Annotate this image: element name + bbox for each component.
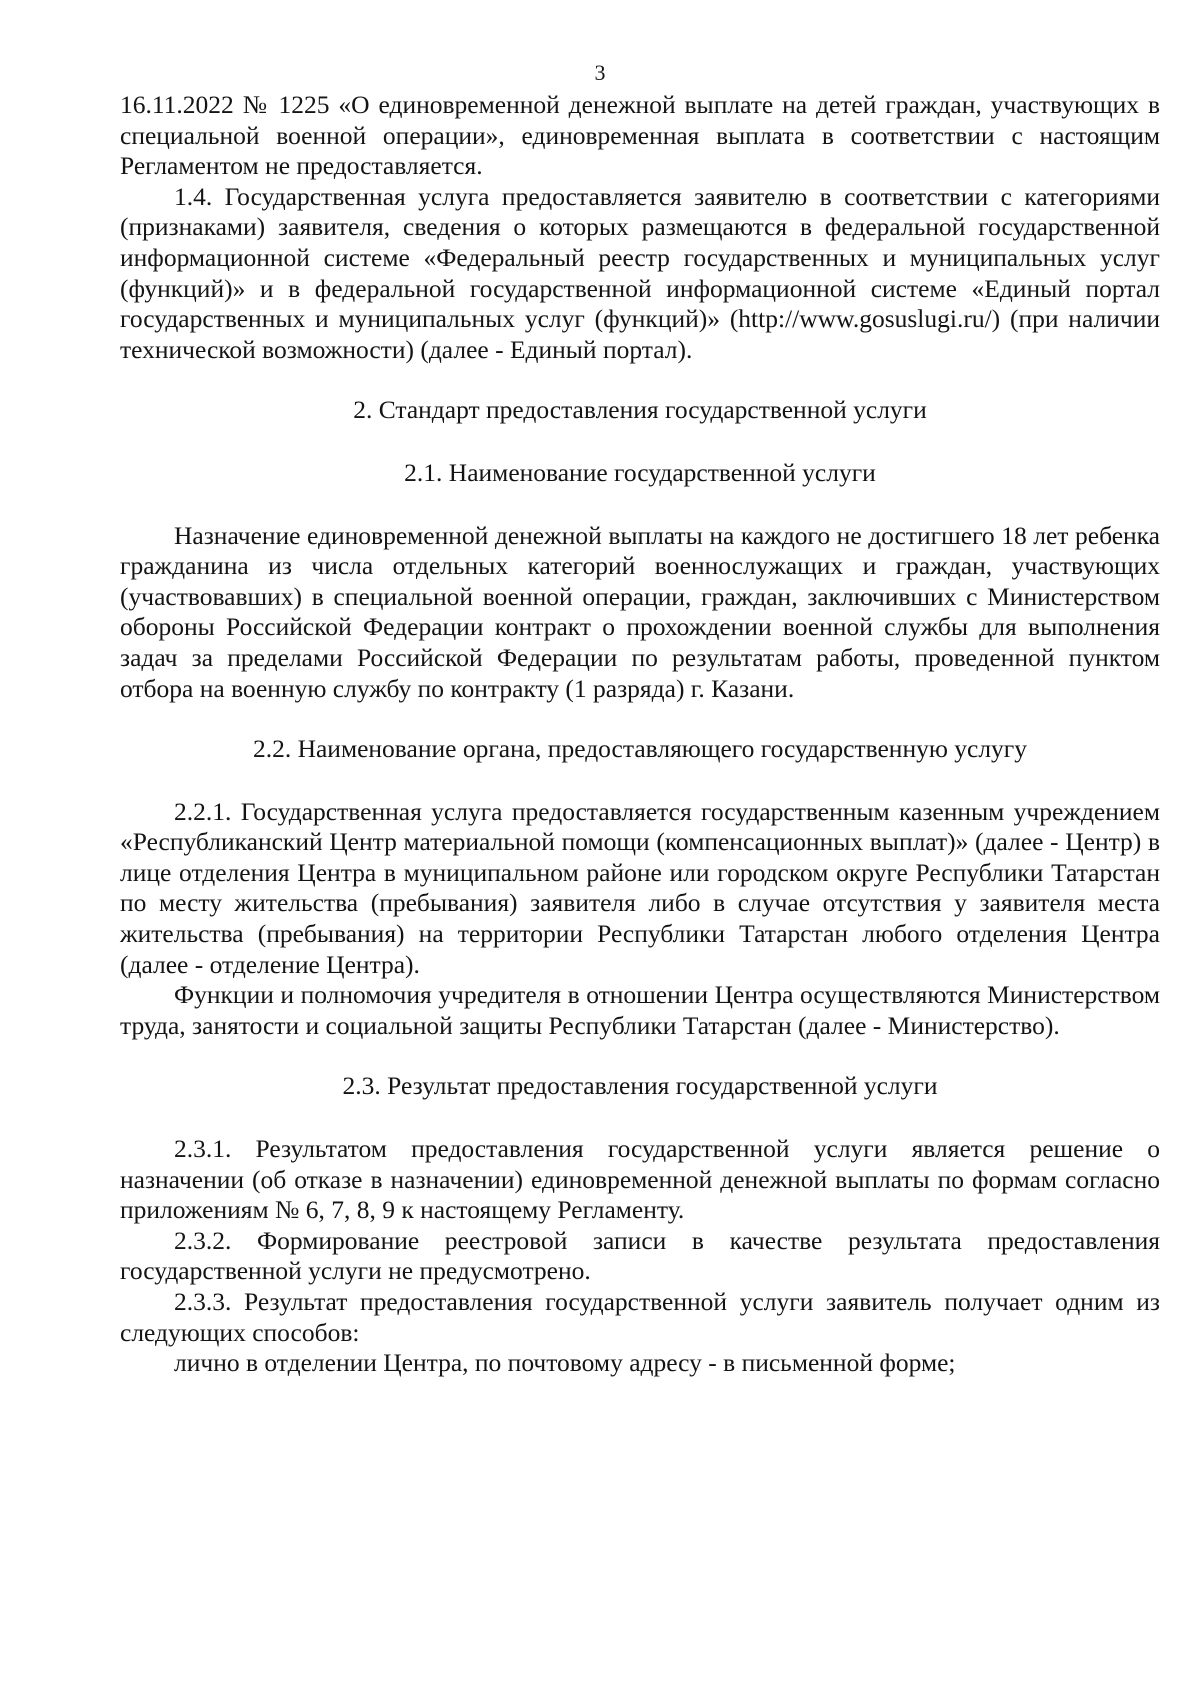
paragraph-2-3-3: 2.3.3. Результат предоставления государственной услуги заявитель получает одним из следующих способов: (120, 1287, 1160, 1347)
paragraph-2-1: Назначение единовременной денежной выплаты на каждого не достигшего 18 лет ребенка гражданина из числа отдельных категорий военнослужащих и граждан, участвующих (участвовавших) в специальной военной операции, граждан, заключивших с Министерством обороны Российской Федерации контракт о прохождении военной службы для выполнения задач за пределами Российской Федерации по результатам работы, проведенной пунктом отбора на военную службу по контракту (1 разряда) г. Казани. (120, 520, 1160, 703)
paragraph-1-4: 1.4. Государственная услуга предоставляется заявителю в соответствии с категориями (признаками) заявителя, сведения о которых размещаются в федеральной государственной информационной системе «Федеральный реестр государственных и муниципальных услуг (функций)» и в федеральной государственной информационной системе «Единый портал государственных и муниципальных услуг (функций)» (http://www.gosuslugi.ru/) (при наличии технической возможности) (далее - Единый портал). (120, 181, 1160, 364)
paragraph-2-3-1: 2.3.1. Результатом предоставления государственной услуги является решение о назначении (об отказе в назначении) единовременной денежной выплаты по формам согласно приложениям № 6, 7, 8, 9 к настоящему Регламенту. (120, 1134, 1160, 1225)
paragraph-functions: Функции и полномочия учредителя в отношении Центра осуществляются Министерством труда, занятости и социальной защиты Республики Татарстан (далее - Министерство). (120, 980, 1160, 1040)
intro-paragraph: 16.11.2022 № 1225 «О единовременной денежной выплате на детей граждан, участвующих в специальной военной операции», единовременная выплата в соответствии с настоящим Регламентом не предоставляется. (120, 90, 1160, 181)
paragraph-2-3-2: 2.3.2. Формирование реестровой записи в качестве результата предоставления государственной услуги не предусмотрено. (120, 1225, 1160, 1286)
paragraph-2-2-1: 2.2.1. Государственная услуга предоставляется государственным казенным учреждением «Республиканский Центр материальной помощи (компенсационных выплат)» (далее - Центр) в лице отделения Центра в муниципальном районе или городском округе Республики Татарстан по месту жительства (пребывания) заявителя либо в случае отсутствия у заявителя места жительства (пребывания) на территории Республики Татарстан любого отделения Центра (далее - отделение Центра). (120, 796, 1160, 979)
page-number: 3 (594, 60, 606, 85)
section-2-1-heading: 2.1. Наименование государственной услуги (404, 457, 876, 487)
section-2-3-heading: 2.3. Результат предоставления государственной услуги (342, 1071, 938, 1101)
section-2-2-heading: 2.2. Наименование органа, предоставляющего государственную услугу (252, 734, 1028, 764)
section-2-heading: 2. Стандарт предоставления государственной услуги (353, 395, 927, 425)
paragraph-personal-delivery: лично в отделении Центра, по почтовому адресу - в письменной форме; (174, 1348, 956, 1378)
document-body (120, 90, 1160, 1379)
